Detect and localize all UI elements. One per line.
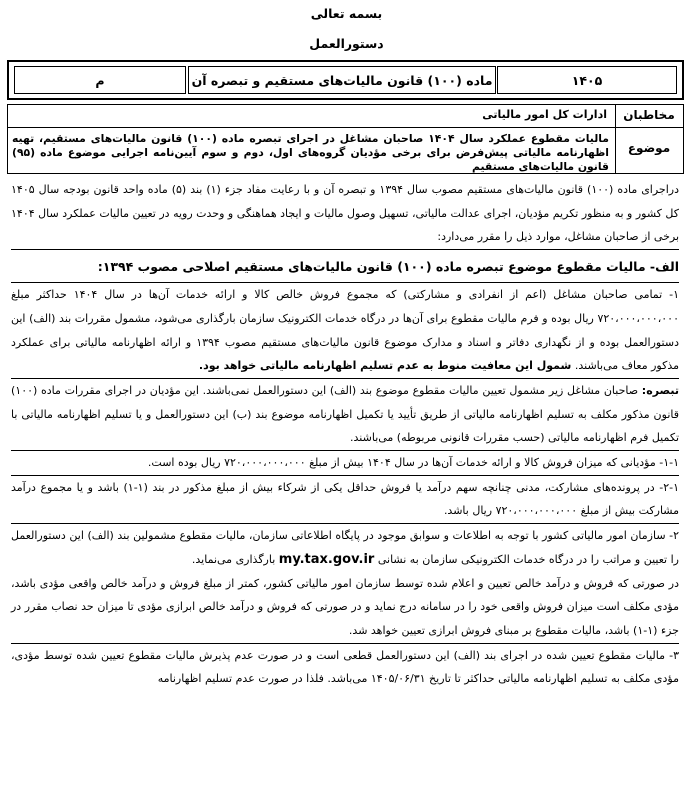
document-number: ۱۴۰۵	[497, 66, 677, 94]
clause-1-1: ۱-۱- مؤدیانی که میزان فروش کالا و ارائه خدمات آن‌ها در سال ۱۴۰۴ بیش از مبلغ ۷۲۰،۰۰۰،۰۰۰،۰۰۰ ریال بوده است.	[147, 456, 679, 470]
document-title: دستورالعمل	[309, 36, 384, 51]
clause-2-continuation: در صورتی که فروش و درآمد خالص تعیین و اعلام شده توسط سازمان امور مالیاتی کشور، کمتر از مبلغ فروش و درآمد خالص واقعی مؤدی باشد، مؤدی مکلف است میزان فروش واقعی خود را در سامانه درج نماید و در صورتی که فروش و درآمد خالص ابرازی مؤدی تا میزان حد نصاب مقرر در جزء (۱-۱) باشد، مالیات مقطوع بر مبنای فروش ابرازی تعیین خواهد شد.	[11, 576, 679, 637]
subject-value: مالیات مقطوع عملکرد سال ۱۴۰۴ صاحبان مشاغل در اجرای تبصره ماده (۱۰۰) قانون مالیات‌های مستقیم، تهیه اظهارنامه مالیاتی پیش‌فرض برای برخی مؤدیان گروه‌های اول، دوم و سوم آیین‌نامه اجرایی موضوع ماده (۹۵) قانون مالیات‌های مستقیم	[12, 132, 609, 173]
tax-website-link[interactable]: my.tax.gov.ir	[278, 551, 375, 567]
header-title: ماده (۱۰۰) قانون مالیات‌های مستقیم و تبصره آن	[188, 66, 496, 94]
clause-3: ۳- مالیات مقطوع تعیین شده در اجرای بند (الف) این دستورالعمل قطعی است و در صورت عدم پذیرش مالیات مقطوع تعیین شده توسط مؤدی، مؤدی مکلف به تسلیم اظهارنامه مالیاتی حداکثر تا تاریخ ۱۴۰۵/۰۶/۳۱ می‌باشد. فلذا در صورت عدم تسلیم اظهارنامه	[11, 648, 679, 686]
note-paragraph	[11, 379, 679, 450]
header-code: م	[14, 66, 186, 94]
subject-label: موضوع	[627, 141, 671, 155]
note-text: صاحبان مشاغل زیر مشمول تعیین مالیات مقطوع موضوع بند (الف) این دستورالعمل نمی‌باشند. این مؤدیان در اجرای مقررات ماده (۱۰۰) قانون مذکور مکلف به تسلیم اظهارنامه مالیاتی از طریق تأیید یا تکمیل اظهارنامه موضوع بند (ب) این دستورالعمل و یا تسلیم اظهارنامه مالیاتی با تکمیل فرم اظهارنامه مالیاتی (حسب مقررات قانونی مربوطه) می‌باشند.	[11, 383, 679, 445]
document-body	[11, 178, 679, 691]
note-label: تبصره:	[641, 383, 679, 397]
header-table	[7, 60, 684, 100]
section-alef-heading: الف- مالیات مقطوع موضوع تبصره ماده (۱۰۰) قانون مالیات‌های مستقیم اصلاحی مصوب ۱۳۹۴:	[97, 259, 679, 275]
audience-label: مخاطبان	[623, 108, 675, 122]
intro-paragraph: دراجرای ماده (۱۰۰) قانون مالیات‌های مستقیم مصوب سال ۱۳۹۴ و تبصره آن و با رعایت مفاد جزء (۱) بند (۵) ماده واحد قانون بودجه سال ۱۴۰۵ کل کشور و به منظور تکریم مؤدیان، اجرای عدالت مالیاتی، تسهیل وصول مالیات و ایجاد هماهنگی و وحدت رویه در تعیین مالیات عملکرد سال ۱۴۰۴ برخی از صاحبان مشاغل، موارد ذیل را مقرر می‌دارد:	[11, 183, 680, 244]
section-divider	[11, 249, 679, 250]
row-divider	[8, 127, 683, 128]
clause-2	[11, 524, 679, 571]
clause-1-bold-text: شمول این معافیت منوط به عدم تسلیم اظهارنامه مالیاتی خواهد بود.	[198, 359, 572, 373]
info-table	[7, 104, 684, 174]
audience-value: ادارات کل امور مالیاتی	[482, 108, 607, 121]
clause-1	[11, 283, 679, 378]
clause-1-2: ۲-۱- در پرونده‌های مشارکت، مدنی چنانچه سهم درآمد یا فروش حداقل یکی از شرکاء بیش از مبلغ مذکور در بند (۱-۱) باشد و یا مجموع درآمد مشارکت بیش از مبلغ ۷۲۰،۰۰۰،۰۰۰،۰۰۰ ریال باشد.	[11, 480, 679, 518]
clause-2-text: ۲- سازمان امور مالیاتی کشور با توجه به اطلاعات و سوابق موجود در پایگاه اطلاعاتی سازمان، مالیات مقطوع مشمولین بند (الف) این دستورالعمل را تعیین و مراتب را در درگاه خدمات الکترونیکی سازمان به نشانی	[11, 529, 679, 566]
clause-1-text: ۱- تمامی صاحبان مشاغل (اعم از انفرادی و مشارکتی) که مجموع فروش خالص کالا و ارائه خدمات آن‌ها در سال ۱۴۰۴ حداکثر مبلغ ۷۲۰،۰۰۰،۰۰۰،۰۰۰ ریال بوده و فرم مالیات مقطوع برای آن‌ها در درگاه خدمات الکترونیک سازمان بارگذاری می‌شود، مشمول مقررات بند (الف) این دستورالعمل بوده و از نگهداری دفاتر و اسناد و مدارک موضوع قانون مالیات‌های مستقیم مصوب ۱۳۹۴ و ارائه اظهارنامه مالیاتی برای عملکرد مذکور معاف می‌باشند.	[11, 288, 679, 373]
basmala-heading: بسمه تعالی	[310, 6, 383, 21]
clause-2-text-end: بارگذاری می‌نماید.	[191, 552, 276, 566]
